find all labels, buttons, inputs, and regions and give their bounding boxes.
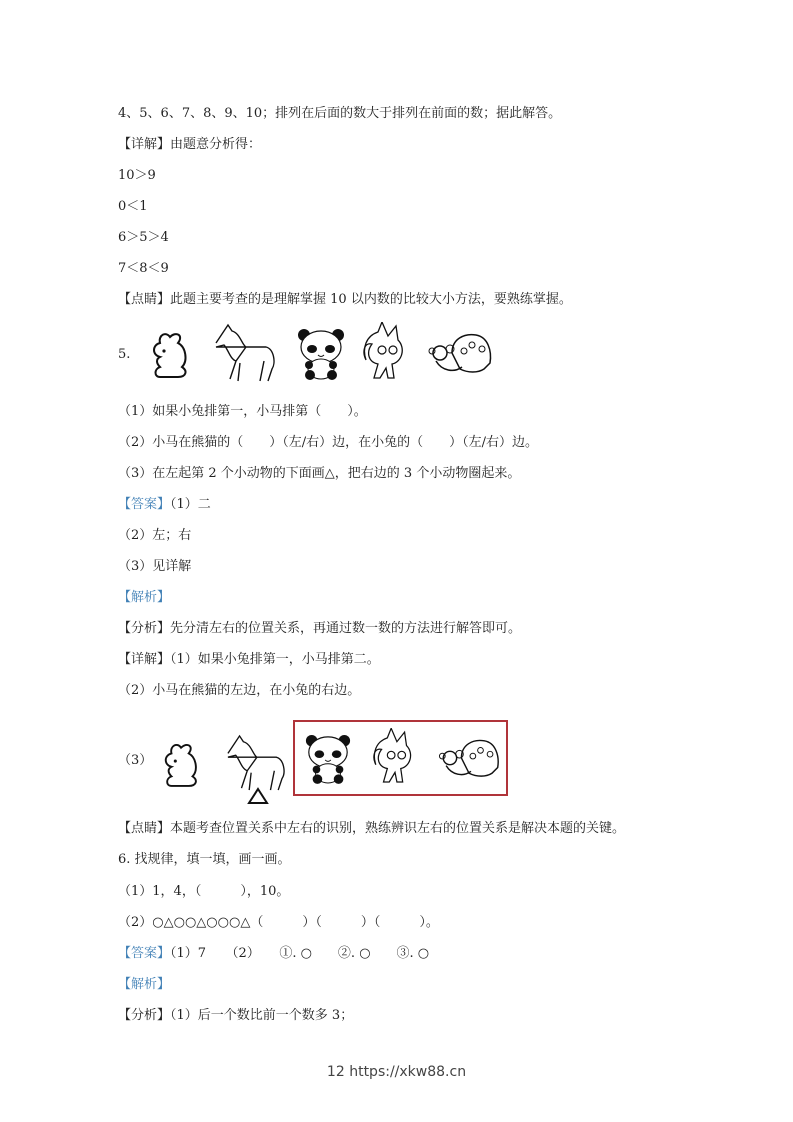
page-number: 12 [326,1064,345,1080]
question-5-part-2: （2）小马在熊猫的（ ）（左/右）边，在小兔的（ ）（左/右）边。 [118,435,539,450]
answer-5-line-2: （2）左；右 [118,528,192,543]
detail-text: （1）如果小兔排第一，小马排第二。 [170,652,380,667]
rabbit-icon [160,738,204,788]
comparison-3: 6＞5＞4 [118,230,169,245]
horse-icon [222,734,288,792]
animal-row [148,322,494,384]
answer-tag: 【答案】 [118,497,171,512]
answer-6 [118,946,429,962]
fox-icon [372,728,418,788]
detail-text: 由题意分析得： [170,137,262,152]
analysis-label: 【分析】 [118,621,171,636]
analysis-label: 【分析】 [118,1008,171,1023]
analysis-5 [118,621,521,637]
turtle-icon [438,737,502,779]
triangle-mark-icon [247,787,269,809]
answer-5-line-1 [118,497,211,513]
question-5-number: 5. [118,347,131,362]
note-label: 【点睛】 [118,821,171,836]
answer-text: （1）二 [170,497,211,512]
fox-icon [362,322,410,384]
comparison-2: 0＜1 [118,199,148,214]
note-text: 此题主要考查的是理解掌握 10 以内数的比较大小方法，要熟练掌握。 [170,292,572,307]
page-footer [0,1064,793,1080]
answer-5-line-3: （3）见详解 [118,559,192,574]
detail-5-part-3-label: （3） [118,753,153,768]
note-text: 本题考查位置关系中左右的识别，熟练辨识左右的位置关系是解决本题的关键。 [170,821,626,836]
solution-animal-row-right [304,728,502,788]
analysis-text: 先分清左右的位置关系，再通过数一数的方法进行解答即可。 [170,621,522,636]
detail-5-line-2: （2）小马在熊猫的左边，在小兔的右边。 [118,683,361,698]
detail-tag: 【详解】 [118,137,171,152]
rabbit-icon [148,327,194,379]
paragraph-intro: 4、5、6、7、8、9、10；排列在后面的数大于排列在前面的数；据此解答。 [118,106,562,121]
answer-text: （1）7 （2） ①. ○ ②. ○ ③. ○ [170,946,430,961]
analysis-tag-6: 【解析】 [118,977,171,992]
note-tag: 【点睛】 [118,292,171,307]
panda-icon [304,731,352,785]
turtle-icon [428,331,494,375]
comparison-1: 10＞9 [118,168,156,183]
question-6-title: 6. 找规律，填一填，画一画。 [118,852,291,867]
question-5-part-1: （1）如果小兔排第一，小马排第（ ）。 [118,404,367,419]
question-6-part-2: （2）○△○○△○○○△（ ）（ ）（ ）。 [118,915,439,930]
analysis-text: （1）后一个数比前一个数多 3； [170,1008,354,1023]
analysis-tag: 【解析】 [118,590,171,605]
paragraph-detail [118,137,261,153]
horse-icon [210,323,278,383]
question-6-part-1: （1）1，4，（ ），10。 [118,884,290,899]
panda-icon [296,325,346,381]
detail-5-line-1 [118,652,380,668]
comparison-4: 7＜8＜9 [118,261,169,276]
solution-animal-row-left [160,734,288,792]
detail-label: 【详解】 [118,652,171,667]
note-5 [118,821,625,837]
question-5-part-3: （3）在左起第 2 个小动物的下面画△，把右边的 3 个小动物圈起来。 [118,466,521,481]
paragraph-note [118,292,572,308]
analysis-6 [118,1008,353,1024]
footer-url[interactable]: https://xkw88.cn [349,1064,467,1080]
answer-tag: 【答案】 [118,946,171,961]
